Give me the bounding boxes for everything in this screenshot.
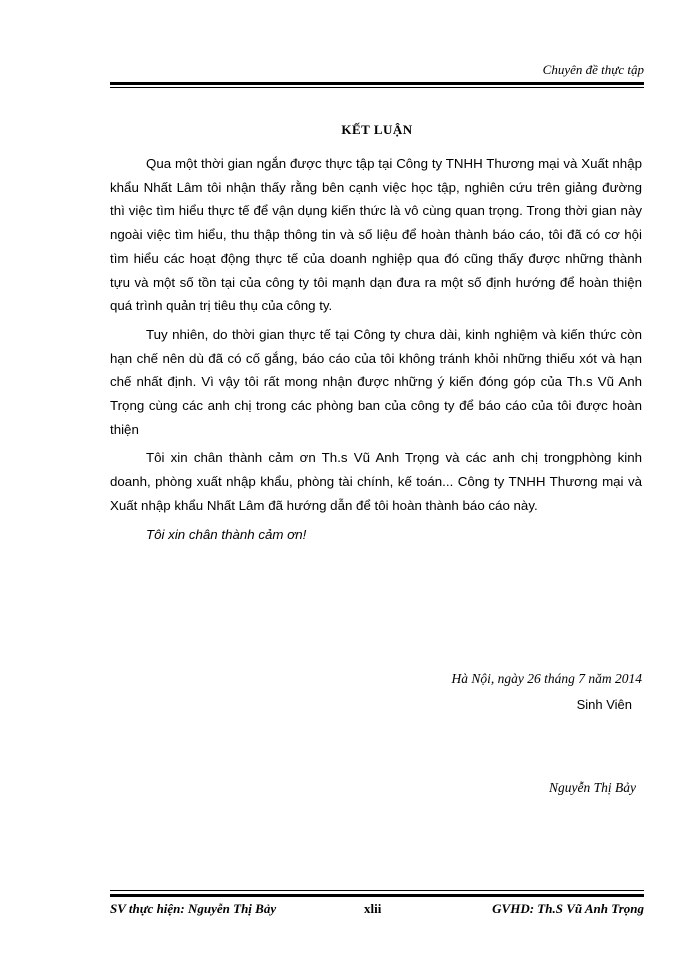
- section-title: KẾT LUẬN: [341, 122, 413, 137]
- footer-rule-thick: [110, 894, 644, 897]
- body-text: [110, 152, 642, 551]
- paragraph-2: Tuy nhiên, do thời gian thực tế tại Công ty chưa dài, kinh nghiệm và kiến thức còn hạn chế nên dù đã có cố gắng, báo cáo của tôi không tránh khỏi những thiếu xót và hạn chế nhất định. Vì vậy tôi rất mong nhận được những ý kiến đóng góp của Th.s Vũ Anh Trọng cùng các anh chị trong các phòng ban của công ty để báo cáo của tôi được hoàn thiện: [110, 326, 642, 437]
- header-rule-thick: [110, 82, 644, 85]
- paragraph-1: Qua một thời gian ngắn được thực tập tại Công ty TNHH Thương mại và Xuất nhập khẩu Nhất Lâm tôi nhận thấy rằng bên cạnh việc học tập, nghiên cứu trên giảng đường thì việc tìm hiểu thực tế để vận dụng kiến thức là vô cùng quan trọng. Trong thời gian này ngoài việc tìm hiểu, thu thập thông tin và số liệu để hoàn thành báo cáo, tôi đã có cơ hội tìm hiểu các hoạt động thực tế của doanh nghiệp qua đó cũng thấy được những thành tựu và một số tồn tại của công ty tôi mạnh dạn đưa ra một số định hướng để hoàn thiện quá trình quản trị tiêu thụ của công ty.: [110, 156, 642, 314]
- footer-rule-thin: [110, 890, 644, 891]
- signer-role: Sinh Viên: [576, 697, 632, 712]
- header-rule-thin: [110, 87, 644, 88]
- paragraph-3: Tôi xin chân thành cảm ơn Th.s Vũ Anh Trọng và các anh chị trongphòng kinh doanh, phòng xuất nhập khẩu, phòng tài chính, kế toán... Công ty TNHH Thương mại và Xuất nhập khẩu Nhất Lâm đã hướng dẫn để tôi hoàn thành báo cáo này.: [110, 450, 642, 513]
- page-number: xlii: [364, 901, 382, 916]
- signer-name: Nguyễn Thị Bảy: [549, 780, 636, 795]
- place-date: Hà Nội, ngày 26 tháng 7 năm 2014: [451, 671, 642, 686]
- thanks-line: Tôi xin chân thành cảm ơn!: [146, 526, 307, 542]
- page-header: Chuyên đề thực tập: [542, 62, 644, 77]
- footer-student: SV thực hiện: Nguyễn Thị Bảy: [110, 901, 277, 916]
- footer-advisor: GVHD: Th.S Vũ Anh Trọng: [492, 901, 644, 916]
